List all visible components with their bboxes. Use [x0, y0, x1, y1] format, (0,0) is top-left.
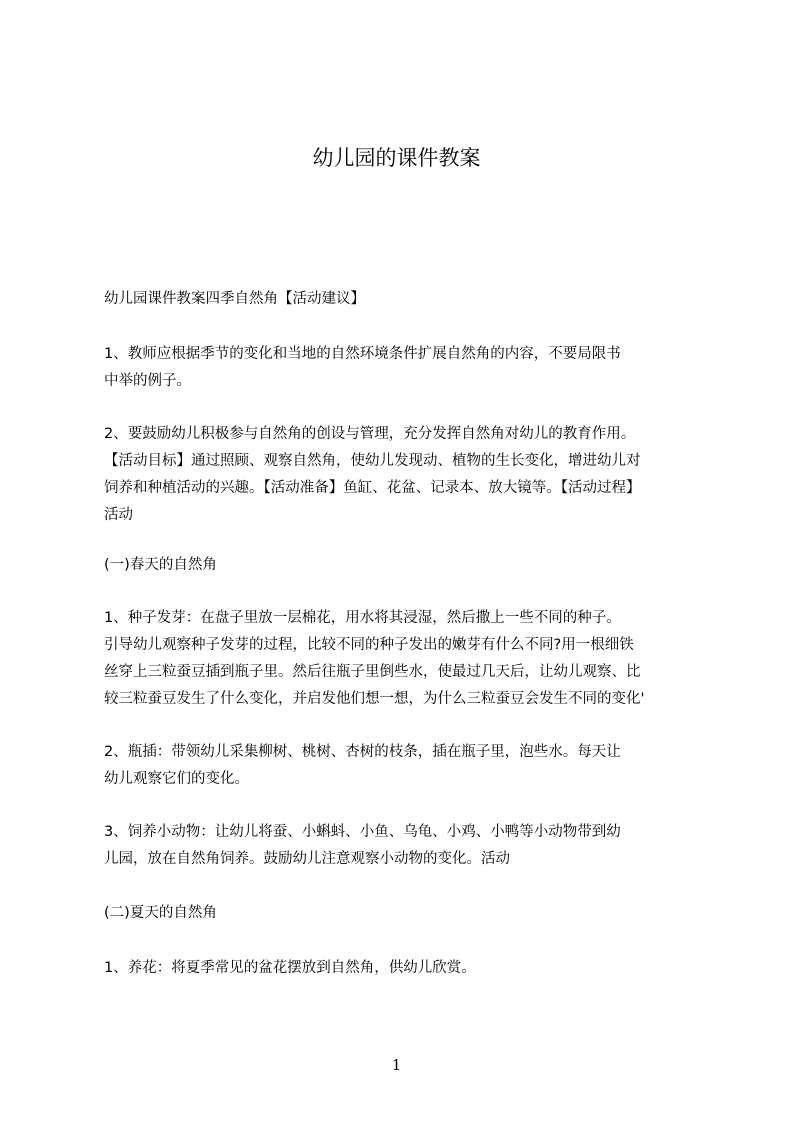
- page-title: 幼儿园的课件教案: [312, 146, 481, 170]
- text-line: 活动: [104, 507, 133, 523]
- paragraph-flowers: [104, 955, 724, 982]
- text-line: 1、种子发芽：在盘子里放一层棉花，用水将其浸湿，然后撒上一些不同的种子。: [104, 610, 621, 626]
- page-number: 1: [391, 1056, 402, 1074]
- paragraph-small-animals: [104, 819, 724, 873]
- text-line: (二)夏天的自然角: [104, 905, 217, 921]
- paragraph-intro: [104, 286, 724, 313]
- section-heading-spring: [104, 552, 724, 579]
- text-line: 丝穿上三粒蚕豆插到瓶子里。然后往瓶子里倒些水，使最过几天后，让幼儿观察、比: [104, 664, 641, 680]
- text-line: 较三粒蚕豆发生了什么变化，并启发他们想一想，为什么三粒蚕豆会发生不同的变化': [104, 691, 645, 707]
- section-heading-summer: [104, 900, 724, 927]
- text-line: 【活动目标】通过照顾、观察自然角，使幼儿发现动、植物的生长变化，增进幼儿对: [104, 453, 641, 469]
- text-line: 幼儿观察它们的变化。: [104, 771, 249, 787]
- text-line: (一)春天的自然角: [104, 557, 217, 573]
- text-line: 饲养和种植活动的兴趣。【活动准备】鱼缸、花盆、记录本、放大镜等。【活动过程】: [104, 480, 641, 496]
- text-line: 幼儿园课件教案四季自然角【活动建议】: [104, 291, 365, 307]
- paragraph-suggestion-1: [104, 341, 724, 395]
- text-line: 1、养花：将夏季常见的盆花摆放到自然角，供幼儿欣赏。: [104, 960, 476, 976]
- text-line: 2、要鼓励幼儿积极参与自然角的创设与管理，充分发挥自然角对幼儿的教育作用。: [104, 426, 636, 442]
- text-line: 2、瓶插：带领幼儿采集柳树、桃树、杏树的枝条，插在瓶子里，泡些水。每天让: [104, 744, 621, 760]
- text-line: 1、教师应根据季节的变化和当地的自然环境条件扩展自然角的内容，不要局限书: [104, 346, 621, 362]
- paragraph-vase-cuttings: [104, 739, 724, 793]
- paragraph-suggestion-2: [104, 421, 724, 529]
- paragraph-seed-germination: [104, 605, 724, 713]
- text-line: 3、饲养小动物：让幼儿将蚕、小蝌蚪、小鱼、乌龟、小鸡、小鸭等小动物带到幼: [104, 824, 621, 840]
- text-line: 儿园，放在自然角饲养。鼓励幼儿注意观察小动物的变化。活动: [104, 851, 510, 867]
- text-line: 中举的例子。: [104, 373, 191, 389]
- text-line: 引导幼儿观察种子发芽的过程，比较不同的种子发出的嫩芽有什么不同?用一根细铁: [104, 637, 634, 653]
